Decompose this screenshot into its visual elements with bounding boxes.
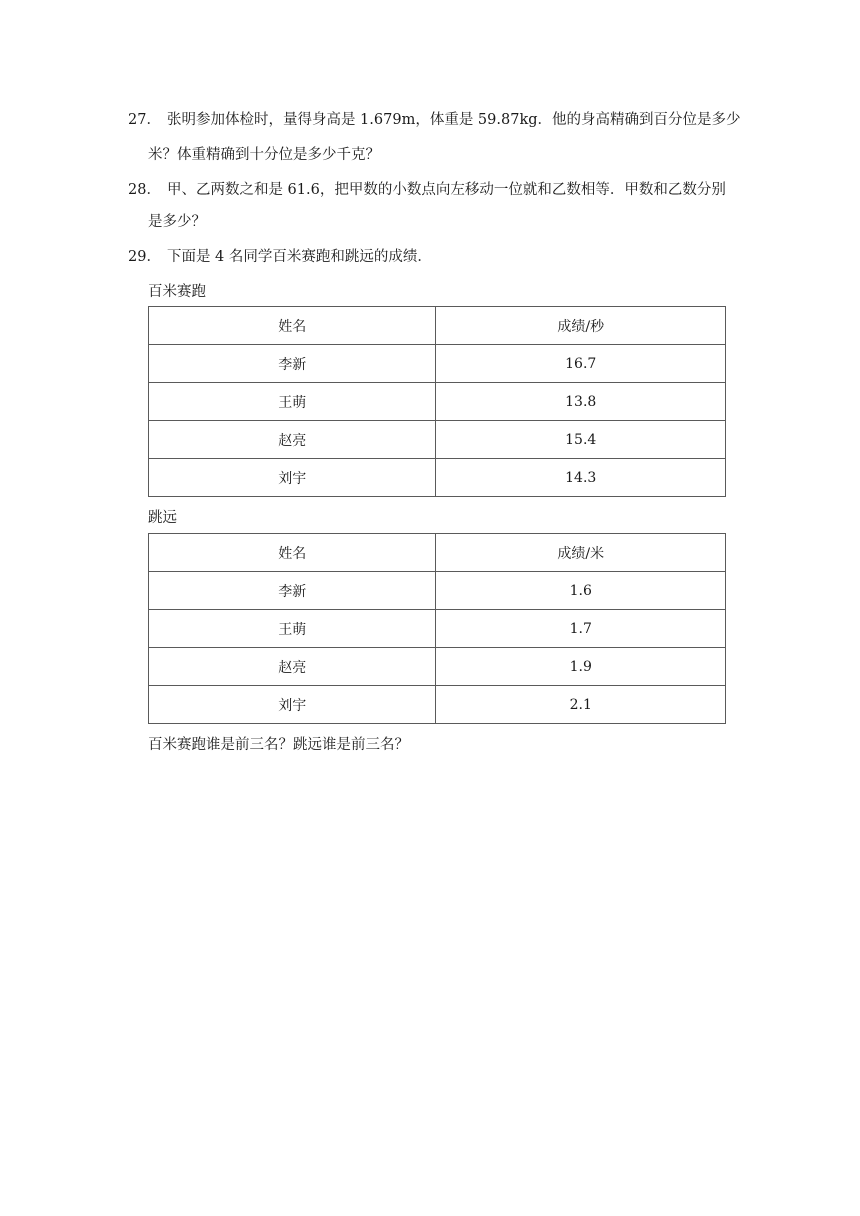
question-27-text: 张明参加体检时，量得身高是 1.679m，体重是 59.87kg．他的身高精确到百分位是多少 — [166, 112, 741, 128]
question-27-line-2: 米？体重精确到十分位是多少千克？ — [148, 147, 380, 163]
final-question: 百米赛跑谁是前三名？跳远谁是前三名？ — [148, 737, 409, 753]
question-29-line-1 — [128, 247, 432, 267]
header-score: 成绩/秒 — [436, 307, 726, 345]
cell-score: 2.1 — [436, 686, 726, 724]
table-row — [149, 459, 726, 497]
sprint-table-caption: 百米赛跑 — [148, 284, 206, 300]
cell-name: 刘宇 — [149, 686, 436, 724]
table-header-row — [149, 534, 726, 572]
table-row — [149, 345, 726, 383]
table-header-row — [149, 307, 726, 345]
header-name: 姓名 — [149, 307, 436, 345]
sprint-table — [148, 306, 726, 497]
header-name: 姓名 — [149, 534, 436, 572]
header-score: 成绩/米 — [436, 534, 726, 572]
table-row — [149, 610, 726, 648]
cell-name: 赵亮 — [149, 421, 436, 459]
cell-name: 王萌 — [149, 383, 436, 421]
table-row — [149, 383, 726, 421]
table-row — [149, 572, 726, 610]
jump-table-caption: 跳远 — [148, 510, 177, 526]
cell-name: 李新 — [149, 572, 436, 610]
question-28-number: 28． — [128, 182, 161, 198]
cell-score: 1.6 — [436, 572, 726, 610]
question-29-text: 下面是 4 名同学百米赛跑和跳远的成绩． — [166, 249, 432, 265]
jump-table — [148, 533, 726, 724]
cell-score: 14.3 — [436, 459, 726, 497]
cell-score: 15.4 — [436, 421, 726, 459]
cell-name: 王萌 — [149, 610, 436, 648]
question-28-text: 甲、乙两数之和是 61.6，把甲数的小数点向左移动一位就和乙数相等．甲数和乙数分别 — [166, 182, 726, 198]
question-27-number: 27． — [128, 112, 161, 128]
question-28-line-1 — [128, 180, 726, 200]
table-row — [149, 686, 726, 724]
question-29-number: 29． — [128, 249, 161, 265]
cell-name: 李新 — [149, 345, 436, 383]
cell-name: 赵亮 — [149, 648, 436, 686]
cell-name: 刘宇 — [149, 459, 436, 497]
cell-score: 13.8 — [436, 383, 726, 421]
table-row — [149, 421, 726, 459]
question-27-line-1 — [128, 110, 741, 130]
table-row — [149, 648, 726, 686]
question-28-line-2: 是多少？ — [148, 214, 206, 230]
cell-score: 16.7 — [436, 345, 726, 383]
cell-score: 1.7 — [436, 610, 726, 648]
cell-score: 1.9 — [436, 648, 726, 686]
